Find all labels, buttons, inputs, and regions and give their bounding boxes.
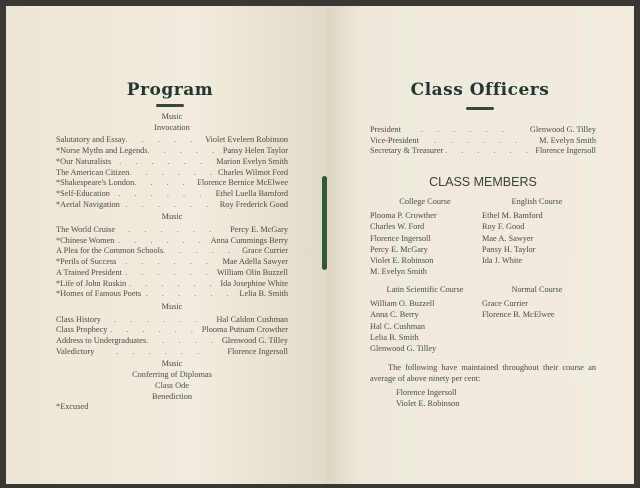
row-title: *Self-Education bbox=[56, 188, 110, 198]
normal-heading: Normal Course bbox=[511, 285, 563, 294]
program-invocation: Invocation bbox=[154, 122, 190, 132]
leader-dots: . . . . . . bbox=[125, 135, 215, 145]
program-closing bbox=[56, 359, 288, 402]
leader-dots: . . . . . . bbox=[146, 336, 235, 346]
row-name: Marion Evelyn Smith bbox=[216, 156, 288, 166]
program-item: Music bbox=[161, 359, 183, 369]
leader-dots: . . . . . . bbox=[129, 167, 219, 177]
program-item: Benediction bbox=[151, 391, 193, 401]
row-title: Class History bbox=[56, 314, 101, 324]
program-item: Conferring of Diplomas bbox=[132, 370, 212, 380]
member-name: Ida J. White bbox=[482, 256, 523, 266]
member-name: Percy E. McGary bbox=[370, 244, 428, 254]
program-row bbox=[370, 146, 596, 157]
row-name: Grace Currier bbox=[242, 246, 288, 256]
leader-dots: . . . . . . bbox=[134, 178, 224, 188]
honors-list bbox=[396, 387, 459, 409]
member-name: Anna C. Berry bbox=[370, 310, 419, 320]
program-row bbox=[56, 168, 288, 179]
program-row bbox=[56, 325, 288, 336]
honor-name: Florence Ingersoll bbox=[396, 388, 457, 397]
member-name: Mae A. Sawyer bbox=[482, 233, 534, 243]
row-title: Salutatory and Essay bbox=[56, 135, 126, 145]
binding-string bbox=[322, 176, 327, 270]
row-title: President bbox=[370, 125, 401, 134]
program-row bbox=[56, 257, 288, 268]
member-name: Ethel M. Bamford bbox=[482, 211, 543, 221]
program-music-3: Music bbox=[161, 301, 183, 311]
row-title: *Norse Myths and Legends bbox=[56, 146, 148, 156]
honors-text: The following have maintained throughout their course an average of above ninety per cent: bbox=[370, 363, 596, 383]
member-name: Grace Currier bbox=[482, 299, 528, 309]
row-name: Anna Cummings Berry bbox=[210, 235, 288, 245]
ornament-divider bbox=[466, 107, 494, 110]
row-title: *Shakespeare's London bbox=[56, 178, 135, 188]
leader-dots: . . . . . . bbox=[145, 289, 235, 299]
officers-list bbox=[370, 125, 596, 157]
row-name: Glenwood G. Tilley bbox=[529, 125, 596, 134]
leader-dots: . . . . . . bbox=[420, 125, 510, 134]
row-name: Percy E. McGary bbox=[230, 225, 288, 235]
leader-dots: . . . . . . bbox=[125, 199, 215, 209]
row-name: Hal Caldon Cushman bbox=[216, 314, 288, 324]
leader-dots: . . . . . . bbox=[163, 246, 252, 256]
leader-dots: . . . . . . bbox=[125, 257, 214, 267]
row-name: Violet Eveleen Robinson bbox=[205, 135, 288, 145]
member-name: Violet E. Robinson bbox=[370, 256, 434, 266]
program-row bbox=[56, 178, 288, 189]
program-footnote: *Excused bbox=[56, 402, 89, 412]
program-item: Class Ode bbox=[155, 380, 189, 390]
leader-dots: . . . . . . bbox=[119, 156, 208, 166]
member-name: Florence B. McElwee bbox=[482, 310, 555, 320]
program-music: Music bbox=[161, 112, 183, 121]
program-row bbox=[56, 236, 288, 247]
member-name: Hal C. Cushman bbox=[370, 321, 426, 331]
leader-dots: . . . . . . bbox=[116, 346, 206, 356]
member-name: William O. Buzzell bbox=[370, 299, 435, 309]
row-name: Roy Frederick Good bbox=[219, 199, 288, 209]
row-name: Ethel Luella Bamford bbox=[215, 188, 288, 198]
row-title: Valedictory bbox=[56, 346, 95, 356]
program-row bbox=[370, 125, 596, 136]
program-row bbox=[56, 189, 288, 200]
program-row bbox=[56, 225, 288, 236]
row-name: Florence Bernice McElwee bbox=[197, 178, 288, 188]
row-name: Pansy Helen Taylor bbox=[222, 146, 288, 156]
program-row bbox=[56, 268, 288, 279]
normal-course bbox=[482, 284, 592, 321]
row-name: Charles Wilmot Ford bbox=[217, 167, 288, 177]
member-name: Plooma P. Crowther bbox=[370, 211, 437, 221]
row-name: Mae Adella Sawyer bbox=[222, 257, 288, 267]
member-name: Florence Ingersoll bbox=[370, 233, 431, 243]
row-title: *Life of John Ruskin bbox=[56, 278, 127, 288]
program-section-1 bbox=[56, 135, 288, 210]
program-row bbox=[56, 336, 288, 347]
program-row bbox=[56, 157, 288, 168]
row-title: *Aerial Navigation bbox=[56, 199, 120, 209]
members-title: CLASS MEMBERS bbox=[429, 175, 537, 189]
program-music-2: Music bbox=[161, 212, 183, 222]
member-name: Charles W. Ford bbox=[370, 222, 425, 232]
leader-dots: . . . . . . bbox=[147, 146, 237, 156]
row-name: Florence Ingersoll bbox=[535, 146, 596, 156]
program-row bbox=[56, 347, 288, 358]
college-heading: College Course bbox=[399, 197, 451, 206]
program-row bbox=[56, 246, 288, 257]
program-section-3 bbox=[56, 315, 288, 358]
latin-course bbox=[370, 284, 480, 354]
row-title: A Trained President bbox=[56, 267, 122, 277]
row-name: Ida Josephine White bbox=[220, 278, 288, 288]
leader-dots: . . . . . . bbox=[118, 235, 207, 245]
program-row bbox=[56, 289, 288, 300]
leader-dots: . . . . . . bbox=[118, 188, 208, 198]
row-title: The American Citizen bbox=[56, 167, 130, 177]
row-title: *Homes of Famous Poets bbox=[56, 289, 142, 299]
program-row bbox=[56, 146, 288, 157]
honor-name: Violet E. Robinson bbox=[396, 399, 460, 409]
program-title: Program bbox=[126, 80, 214, 100]
row-title: Vice-President bbox=[370, 135, 419, 145]
program-row bbox=[56, 135, 288, 146]
member-name: M. Evelyn Smith bbox=[370, 267, 427, 277]
row-name: M. Evelyn Smith bbox=[539, 135, 596, 145]
row-name: Florence Ingersoll bbox=[227, 346, 288, 356]
leader-dots: . . . . . . bbox=[128, 225, 218, 235]
leader-dots: . . . . . . bbox=[114, 314, 204, 324]
program-row bbox=[56, 279, 288, 290]
row-title: Secretary & Treasurer bbox=[370, 146, 444, 156]
officers-title: Class Officers bbox=[410, 80, 550, 100]
row-title: The World Cruise bbox=[56, 225, 116, 235]
program-row bbox=[56, 315, 288, 326]
leader-dots: . . . . . . bbox=[128, 278, 218, 288]
row-title: *Perils of Success bbox=[56, 257, 117, 267]
college-course bbox=[370, 196, 480, 277]
row-title: *Chinese Women bbox=[56, 235, 115, 245]
row-name: Lelia B. Smith bbox=[239, 289, 288, 299]
latin-heading: Latin Scientific Course bbox=[386, 285, 464, 294]
ornament-divider bbox=[156, 104, 184, 107]
program-body bbox=[56, 112, 288, 413]
english-heading: English Course bbox=[511, 197, 563, 206]
leader-dots: . . . . . . bbox=[444, 146, 534, 156]
row-title: A Plea for the Common Schools bbox=[56, 246, 164, 256]
program-row bbox=[370, 136, 596, 147]
program-row bbox=[56, 200, 288, 211]
row-title: Address to Undergraduates bbox=[56, 336, 147, 346]
row-name: Glenwood G. Tilley bbox=[221, 336, 288, 346]
leader-dots: . . . . . . bbox=[434, 135, 524, 145]
row-title: *Our Naturalists bbox=[56, 156, 112, 166]
member-name: Pansy H. Taylor bbox=[482, 244, 536, 254]
english-course bbox=[482, 196, 592, 266]
row-title: Class Prophecy bbox=[56, 325, 108, 335]
leader-dots: . . . . . . bbox=[110, 325, 199, 335]
row-name: William Olin Buzzell bbox=[216, 267, 288, 277]
program-section-2 bbox=[56, 225, 288, 300]
leader-dots: . . . . . . bbox=[124, 267, 214, 277]
member-name: Glenwood G. Tilley bbox=[370, 344, 437, 354]
member-name: Roy F. Good bbox=[482, 222, 525, 232]
member-name: Lelia B. Smith bbox=[370, 332, 419, 342]
row-name: Plooma Putnam Crowther bbox=[201, 325, 288, 335]
